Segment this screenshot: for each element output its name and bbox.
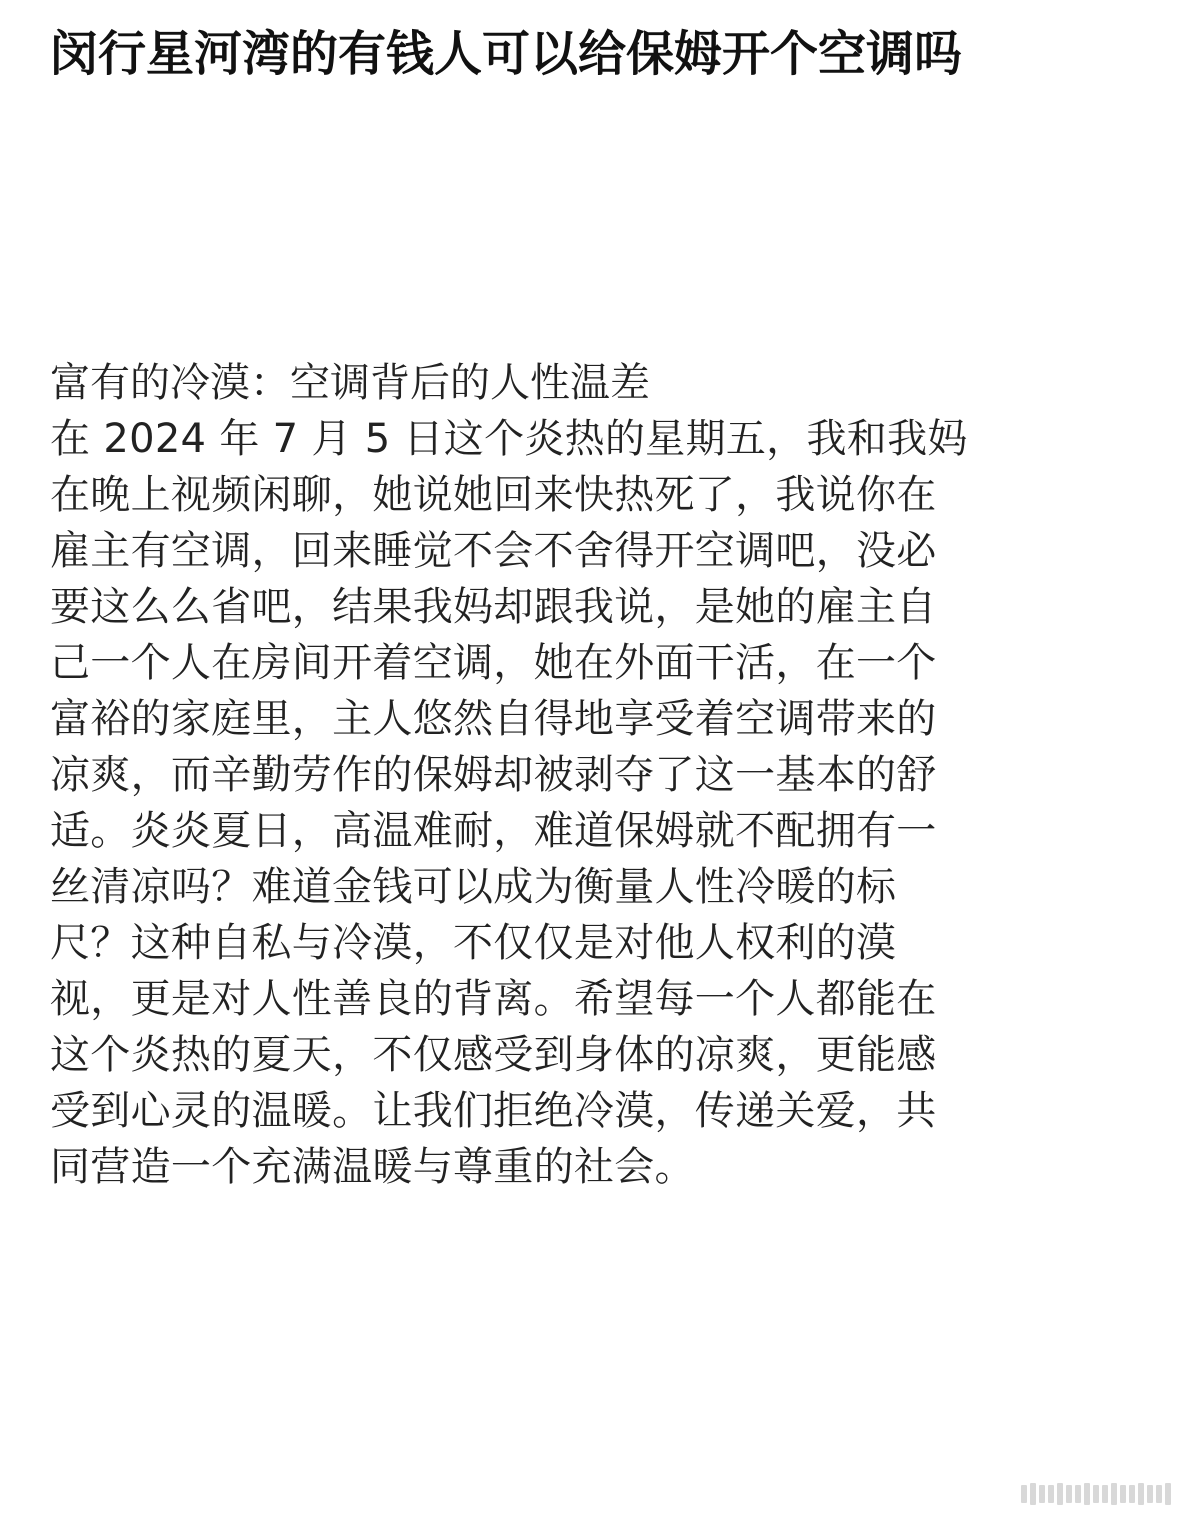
body-line: 受到心灵的温暖。让我们拒绝冷漠，传递关爱，共	[50, 1088, 937, 1134]
body-line: 适。炎炎夏日，高温难耐，难道保姆就不配拥有一	[50, 808, 937, 854]
body-line: 视，更是对人性善良的背离。希望每一个人都能在	[50, 976, 937, 1022]
body-line: 丝清凉吗？难道金钱可以成为衡量人性冷暖的标	[50, 864, 897, 910]
body-line: 雇主有空调，回来睡觉不会不舍得开空调吧，没必	[50, 528, 937, 574]
post-body	[50, 355, 1130, 1195]
body-line: 富裕的家庭里，主人悠然自得地享受着空调带来的	[50, 696, 937, 742]
post-subtitle: 富有的冷漠：空调背后的人性温差	[50, 360, 650, 406]
body-line: 己一个人在房间开着空调，她在外面干活，在一个	[50, 640, 937, 686]
body-line: 要这么么省吧，结果我妈却跟我说，是她的雇主自	[50, 584, 937, 630]
body-line: 在 2024 年 7 月 5 日这个炎热的星期五，我和我妈	[50, 416, 968, 462]
body-line: 这个炎热的夏天，不仅感受到身体的凉爽，更能感	[50, 1032, 937, 1078]
body-line: 凉爽，而辛勤劳作的保姆却被剥夺了这一基本的舒	[50, 752, 937, 798]
body-line: 同营造一个充满温暖与尊重的社会。	[50, 1144, 695, 1190]
body-line: 尺？这种自私与冷漠，不仅仅是对他人权利的漠	[50, 920, 897, 966]
watermark-icon	[1001, 1483, 1171, 1505]
post-title: 闵行星河湾的有钱人可以给保姆开个空调吗	[50, 26, 963, 82]
body-line: 在晚上视频闲聊，她说她回来快热死了，我说你在	[50, 472, 937, 518]
